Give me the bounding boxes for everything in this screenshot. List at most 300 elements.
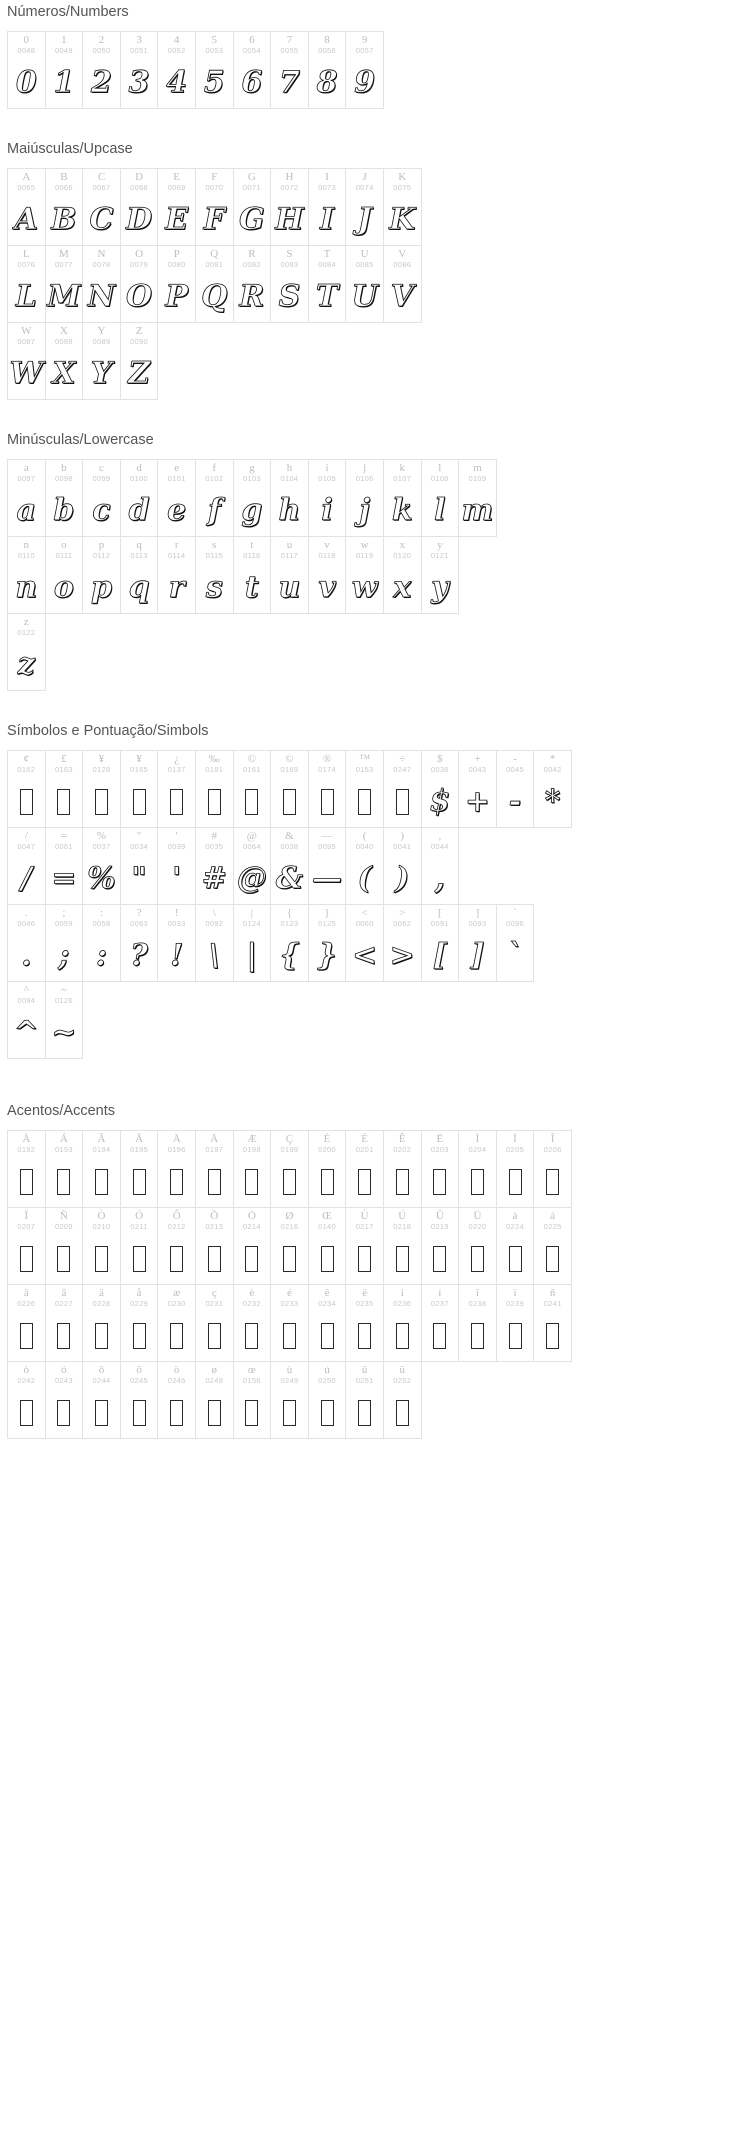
glyph-cell[interactable] (7, 168, 46, 246)
glyph-codepoint-label: 0049 (54, 46, 73, 55)
glyph-cell[interactable] (82, 827, 121, 905)
glyph-sample: 7 (279, 65, 300, 100)
glyph-cell[interactable] (157, 31, 196, 109)
glyph-cell[interactable] (345, 1284, 384, 1362)
glyph-cell[interactable] (533, 750, 572, 828)
glyph-cell[interactable] (7, 613, 46, 691)
glyph-cell[interactable] (270, 31, 309, 109)
glyph-preview (8, 58, 45, 108)
glyph-cell[interactable] (496, 1130, 535, 1208)
glyph-meta (234, 751, 271, 777)
glyph-meta (309, 169, 346, 195)
glyph-meta (83, 751, 120, 777)
glyph-preview (196, 777, 233, 827)
glyph-cell[interactable] (120, 750, 159, 828)
glyph-sample: I (320, 202, 335, 237)
glyph-codepoint-label: 0203 (430, 1145, 449, 1154)
glyph-character-label: ¥ (98, 753, 105, 765)
glyph-cell[interactable] (157, 827, 196, 905)
glyph-preview (121, 1234, 158, 1284)
glyph-codepoint-label: 0088 (54, 337, 73, 346)
glyph-codepoint-label: 0065 (17, 183, 36, 192)
glyph-meta (384, 1362, 421, 1388)
missing-glyph-box-icon (57, 1323, 70, 1349)
glyph-cell[interactable] (120, 1361, 159, 1439)
glyph-cell[interactable] (421, 750, 460, 828)
glyph-meta (346, 537, 383, 563)
glyph-cell[interactable] (157, 1130, 196, 1208)
glyph-cell[interactable] (421, 1284, 460, 1362)
glyph-cell[interactable] (195, 245, 234, 323)
glyph-cell[interactable] (82, 536, 121, 614)
glyph-cell[interactable] (45, 459, 84, 537)
glyph-preview (158, 777, 195, 827)
glyph-sample: & (275, 861, 303, 896)
glyph-cell[interactable] (458, 1130, 497, 1208)
glyph-codepoint-label: 0102 (205, 474, 224, 483)
glyph-cell[interactable] (458, 1207, 497, 1285)
glyph-cell[interactable] (421, 904, 460, 982)
glyph-codepoint-label: 0039 (167, 842, 186, 851)
glyph-cell[interactable] (383, 245, 422, 323)
missing-glyph-box-icon (358, 789, 371, 815)
glyph-codepoint-label: 0081 (205, 260, 224, 269)
glyph-cell[interactable] (383, 536, 422, 614)
glyph-cell[interactable] (45, 31, 84, 109)
glyph-cell[interactable] (345, 827, 384, 905)
glyph-codepoint-label: 0213 (205, 1222, 224, 1231)
glyph-cell[interactable] (120, 1130, 159, 1208)
glyph-character-label: R (248, 248, 256, 260)
glyph-codepoint-label: 0062 (393, 919, 412, 928)
glyph-cell[interactable] (45, 1284, 84, 1362)
glyph-cell[interactable] (383, 904, 422, 982)
glyph-cell[interactable] (82, 168, 121, 246)
glyph-sample: 6 (241, 65, 263, 100)
glyph-cell[interactable] (308, 1130, 347, 1208)
glyph-codepoint-label: 0193 (54, 1145, 73, 1154)
glyph-character-label: Ô (172, 1210, 181, 1222)
glyph-cell[interactable] (195, 904, 234, 982)
glyph-meta (121, 1208, 158, 1234)
glyph-meta (346, 751, 383, 777)
glyph-cell[interactable] (82, 31, 121, 109)
glyph-preview (121, 349, 158, 399)
glyph-cell[interactable] (7, 750, 46, 828)
glyph-character-label: N (97, 248, 106, 260)
glyph-cell[interactable] (195, 1361, 234, 1439)
glyph-cell[interactable] (421, 459, 460, 537)
glyph-cell[interactable] (120, 168, 159, 246)
glyph-codepoint-label: 0095 (318, 842, 336, 851)
glyph-cell[interactable] (345, 1207, 384, 1285)
glyph-preview (83, 272, 120, 322)
glyph-cell[interactable] (120, 536, 159, 614)
glyph-sample: ~ (51, 1015, 77, 1050)
glyph-cell[interactable] (345, 904, 384, 982)
glyph-sample: % (87, 861, 116, 896)
glyph-cell[interactable] (120, 1207, 159, 1285)
glyph-sample: g (241, 493, 263, 528)
glyph-cell[interactable] (345, 1130, 384, 1208)
glyph-cell[interactable] (308, 31, 347, 109)
glyph-codepoint-label: 0125 (318, 919, 336, 928)
glyph-character-label: ( (362, 830, 367, 842)
glyph-cell[interactable] (157, 245, 196, 323)
glyph-preview (497, 1234, 534, 1284)
glyph-cell[interactable] (308, 750, 347, 828)
missing-glyph-box-icon (396, 1400, 409, 1426)
glyph-character-label: Ë (436, 1133, 444, 1145)
glyph-codepoint-label: 0205 (506, 1145, 524, 1154)
glyph-cell[interactable] (270, 168, 309, 246)
glyph-cell[interactable] (270, 1207, 309, 1285)
glyph-codepoint-label: 0228 (92, 1299, 111, 1308)
glyph-cell[interactable] (270, 245, 309, 323)
glyph-cell[interactable] (233, 1207, 272, 1285)
missing-glyph-box-icon (133, 1400, 146, 1426)
glyph-sample: N (87, 279, 116, 314)
glyph-row (7, 322, 730, 400)
glyph-preview (459, 486, 496, 536)
glyph-preview (8, 854, 45, 904)
glyph-meta (8, 1285, 45, 1311)
glyph-cell[interactable] (195, 750, 234, 828)
glyph-cell[interactable] (45, 322, 84, 400)
glyph-codepoint-label: 0074 (355, 183, 374, 192)
glyph-meta (384, 460, 421, 486)
glyph-preview (234, 563, 271, 613)
glyph-meta (497, 1285, 534, 1311)
glyph-row (7, 31, 730, 109)
glyph-codepoint-label: 0227 (54, 1299, 73, 1308)
glyph-cell[interactable] (345, 245, 384, 323)
glyph-preview (384, 563, 421, 613)
glyph-codepoint-label: 0238 (468, 1299, 487, 1308)
glyph-cell[interactable] (7, 1207, 46, 1285)
glyph-character-label: ¿ (174, 753, 180, 765)
glyph-cell[interactable] (233, 168, 272, 246)
missing-glyph-box-icon (20, 1323, 33, 1349)
glyph-character-label: Ç (285, 1133, 294, 1145)
glyph-cell[interactable] (195, 1207, 234, 1285)
glyph-preview (83, 58, 120, 108)
glyph-cell[interactable] (233, 750, 272, 828)
glyph-preview (196, 1311, 233, 1361)
glyph-cell[interactable] (496, 1207, 535, 1285)
glyph-sample: f (207, 493, 221, 528)
glyph-cell[interactable] (45, 1130, 84, 1208)
glyph-meta (497, 905, 534, 931)
glyph-cell[interactable] (195, 459, 234, 537)
glyph-cell[interactable] (233, 459, 272, 537)
glyph-codepoint-label: 0230 (167, 1299, 186, 1308)
glyph-cell[interactable] (345, 168, 384, 246)
glyph-preview (346, 1388, 383, 1438)
glyph-character-label: h (286, 462, 293, 474)
glyph-cell[interactable] (157, 1361, 196, 1439)
glyph-cell[interactable] (7, 459, 46, 537)
glyph-meta (196, 169, 233, 195)
glyph-meta (83, 905, 120, 931)
glyph-character-label: d (136, 462, 142, 474)
glyph-cell[interactable] (308, 245, 347, 323)
glyph-cell[interactable] (120, 322, 159, 400)
glyph-character-label: > (399, 907, 406, 919)
glyph-codepoint-label: 0199 (280, 1145, 299, 1154)
glyph-codepoint-label: 0248 (205, 1376, 224, 1385)
glyph-character-label: ) (400, 830, 405, 842)
glyph-cell[interactable] (458, 750, 497, 828)
glyph-preview (8, 1157, 45, 1207)
glyph-cell[interactable] (120, 245, 159, 323)
glyph-cell[interactable] (7, 1361, 46, 1439)
glyph-preview (384, 1157, 421, 1207)
glyph-cell[interactable] (383, 1207, 422, 1285)
glyph-codepoint-label: 0072 (280, 183, 299, 192)
glyph-cell[interactable] (496, 750, 535, 828)
glyph-cell[interactable] (45, 904, 84, 982)
glyph-cell[interactable] (45, 1207, 84, 1285)
glyph-cell[interactable] (120, 31, 159, 109)
glyph-codepoint-label: 0084 (318, 260, 336, 269)
glyph-meta (46, 905, 83, 931)
glyph-meta (121, 828, 158, 854)
glyph-cell[interactable] (7, 1130, 46, 1208)
glyph-preview (271, 195, 308, 245)
glyph-meta (83, 1131, 120, 1157)
glyph-row (7, 168, 730, 246)
glyph-meta (8, 982, 45, 1008)
glyph-character-label: ÷ (399, 753, 406, 765)
glyph-meta (534, 1131, 571, 1157)
glyph-cell[interactable] (233, 536, 272, 614)
glyph-cell[interactable] (383, 168, 422, 246)
missing-glyph-box-icon (396, 1246, 409, 1272)
glyph-cell[interactable] (383, 750, 422, 828)
glyph-cell[interactable] (7, 981, 46, 1059)
glyph-cell[interactable] (270, 1130, 309, 1208)
glyph-cell[interactable] (270, 827, 309, 905)
glyph-cell[interactable] (195, 1130, 234, 1208)
glyph-preview (346, 1311, 383, 1361)
glyph-cell[interactable] (458, 459, 497, 537)
glyph-cell[interactable] (308, 1284, 347, 1362)
glyph-sample: / (20, 861, 32, 896)
glyph-cell[interactable] (7, 536, 46, 614)
glyph-cell[interactable] (45, 1361, 84, 1439)
glyph-cell[interactable] (233, 827, 272, 905)
glyph-codepoint-label: 0045 (506, 765, 524, 774)
glyph-cell[interactable] (308, 459, 347, 537)
glyph-character-label: C (97, 171, 106, 183)
glyph-cell[interactable] (308, 904, 347, 982)
glyph-codepoint-label: 0241 (543, 1299, 562, 1308)
glyph-cell[interactable] (120, 459, 159, 537)
glyph-cell[interactable] (345, 31, 384, 109)
glyph-sample: A (14, 202, 38, 237)
glyph-sample: ^ (13, 1015, 39, 1050)
missing-glyph-box-icon (321, 1400, 334, 1426)
glyph-codepoint-label: 0162 (17, 765, 36, 774)
glyph-meta (158, 828, 195, 854)
glyph-cell[interactable] (383, 459, 422, 537)
glyph-cell[interactable] (195, 31, 234, 109)
glyph-cell[interactable] (45, 981, 84, 1059)
glyph-cell[interactable] (45, 827, 84, 905)
glyph-meta (46, 1362, 83, 1388)
glyph-cell[interactable] (157, 459, 196, 537)
glyph-cell[interactable] (120, 904, 159, 982)
glyph-cell[interactable] (45, 750, 84, 828)
glyph-cell[interactable] (82, 904, 121, 982)
glyph-preview (309, 1388, 346, 1438)
glyph-cell[interactable] (308, 1207, 347, 1285)
glyph-cell[interactable] (270, 1361, 309, 1439)
glyph-cell[interactable] (421, 1130, 460, 1208)
glyph-cell[interactable] (82, 322, 121, 400)
glyph-cell[interactable] (496, 904, 535, 982)
glyph-cell[interactable] (496, 1284, 535, 1362)
glyph-character-label: ^ (23, 984, 29, 996)
glyph-cell[interactable] (345, 536, 384, 614)
glyph-meta (121, 1285, 158, 1311)
glyph-meta (8, 323, 45, 349)
glyph-cell[interactable] (7, 904, 46, 982)
glyph-character-label: É (361, 1133, 368, 1145)
glyph-cell[interactable] (383, 827, 422, 905)
glyph-cell[interactable] (7, 1284, 46, 1362)
glyph-cell[interactable] (308, 536, 347, 614)
glyph-cell[interactable] (458, 904, 497, 982)
glyph-cell[interactable] (195, 536, 234, 614)
glyph-preview (121, 1311, 158, 1361)
glyph-cell[interactable] (233, 1130, 272, 1208)
glyph-cell[interactable] (82, 1207, 121, 1285)
glyph-meta (309, 828, 346, 854)
glyph-row (7, 1361, 730, 1439)
glyph-cell[interactable] (7, 245, 46, 323)
glyph-meta (158, 1208, 195, 1234)
glyph-sample: C (89, 202, 114, 237)
glyph-cell[interactable] (233, 904, 272, 982)
glyph-sample: W (9, 356, 44, 391)
glyph-cell[interactable] (157, 168, 196, 246)
glyph-cell[interactable] (7, 31, 46, 109)
glyph-cell[interactable] (82, 1361, 121, 1439)
glyph-meta (384, 905, 421, 931)
glyph-preview (497, 931, 534, 981)
glyph-sample: V (390, 279, 414, 314)
missing-glyph-box-icon (208, 1246, 221, 1272)
glyph-meta (46, 828, 83, 854)
glyph-cell[interactable] (157, 904, 196, 982)
glyph-cell[interactable] (421, 536, 460, 614)
glyph-meta (46, 323, 83, 349)
glyph-cell[interactable] (270, 459, 309, 537)
glyph-cell[interactable] (421, 1207, 460, 1285)
glyph-cell[interactable] (270, 1284, 309, 1362)
glyph-cell[interactable] (308, 168, 347, 246)
glyph-cell[interactable] (458, 1284, 497, 1362)
glyph-cell[interactable] (383, 1130, 422, 1208)
glyph-cell[interactable] (270, 750, 309, 828)
glyph-preview (422, 777, 459, 827)
glyph-cell[interactable] (82, 245, 121, 323)
glyph-cell[interactable] (533, 1284, 572, 1362)
glyph-meta (83, 169, 120, 195)
glyph-cell[interactable] (195, 1284, 234, 1362)
glyph-cell[interactable] (120, 1284, 159, 1362)
glyph-cell[interactable] (195, 827, 234, 905)
glyph-preview (8, 486, 45, 536)
glyph-cell[interactable] (82, 750, 121, 828)
glyph-preview (8, 640, 45, 690)
glyph-cell[interactable] (308, 827, 347, 905)
section-title: Acentos/Accents (7, 1103, 115, 1119)
glyph-meta (534, 751, 571, 777)
glyph-codepoint-label: 0060 (355, 919, 374, 928)
glyph-cell[interactable] (270, 904, 309, 982)
glyph-cell[interactable] (157, 1207, 196, 1285)
glyph-cell[interactable] (45, 536, 84, 614)
glyph-cell[interactable] (345, 750, 384, 828)
glyph-preview (459, 1234, 496, 1284)
glyph-meta (346, 246, 383, 272)
glyph-character-label: M (59, 248, 69, 260)
glyph-cell[interactable] (383, 1284, 422, 1362)
glyph-codepoint-label: 0247 (393, 765, 412, 774)
glyph-cell[interactable] (45, 168, 84, 246)
glyph-cell[interactable] (533, 1130, 572, 1208)
glyph-meta (121, 1362, 158, 1388)
glyph-cell[interactable] (45, 245, 84, 323)
glyph-cell[interactable] (7, 827, 46, 905)
glyph-cell[interactable] (157, 536, 196, 614)
glyph-meta (497, 1131, 534, 1157)
glyph-character-label: + (474, 753, 481, 765)
glyph-cell[interactable] (533, 1207, 572, 1285)
glyph-cell[interactable] (421, 827, 460, 905)
glyph-cell[interactable] (308, 1361, 347, 1439)
glyph-cell[interactable] (345, 459, 384, 537)
glyph-cell[interactable] (233, 1284, 272, 1362)
glyph-cell[interactable] (82, 459, 121, 537)
glyph-sample: p (90, 570, 112, 605)
glyph-cell[interactable] (157, 1284, 196, 1362)
glyph-cell[interactable] (233, 31, 272, 109)
glyph-cell[interactable] (345, 1361, 384, 1439)
glyph-preview (346, 272, 383, 322)
glyph-cell[interactable] (270, 536, 309, 614)
glyph-cell[interactable] (82, 1284, 121, 1362)
glyph-cell[interactable] (120, 827, 159, 905)
glyph-meta (121, 905, 158, 931)
glyph-cell[interactable] (157, 750, 196, 828)
glyph-cell[interactable] (195, 168, 234, 246)
glyph-character-label: È (323, 1133, 331, 1145)
glyph-codepoint-label: 0076 (17, 260, 36, 269)
glyph-cell[interactable] (383, 1361, 422, 1439)
glyph-character-label: Õ (210, 1210, 219, 1222)
glyph-meta (234, 1285, 271, 1311)
glyph-cell[interactable] (82, 1130, 121, 1208)
glyph-preview (271, 272, 308, 322)
glyph-codepoint-label: 0214 (242, 1222, 261, 1231)
glyph-cell[interactable] (233, 245, 272, 323)
glyph-cell[interactable] (233, 1361, 272, 1439)
glyph-cell[interactable] (7, 322, 46, 400)
